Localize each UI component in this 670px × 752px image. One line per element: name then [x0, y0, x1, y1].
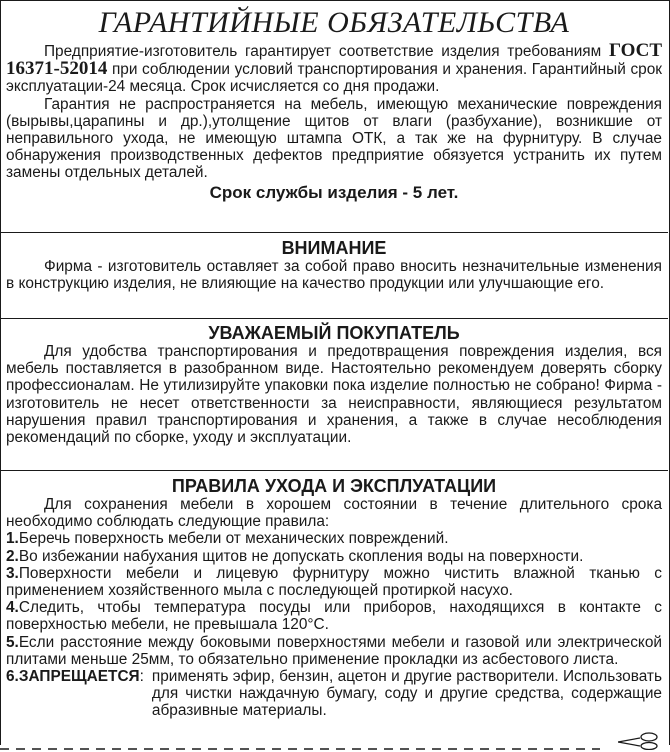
- care-rules-list: [6, 530, 662, 668]
- warranty-text-post: при соблюдении условий транспортирования и хранения. Гарантийный срок эксплуатации-24 месяца. Срок исчисляется со дня продажи.: [6, 61, 662, 96]
- attention-section: [0, 238, 668, 292]
- warranty-paragraph-1: [6, 42, 662, 96]
- customer-section: [0, 323, 668, 446]
- attention-title: ВНИМАНИЕ: [281, 238, 387, 258]
- divider: [0, 470, 668, 471]
- attention-text: Фирма - изготовитель оставляет за собой право вносить незначительные изменения в конструкцию изделия, не влияющие на качество продукции или улучшающие его.: [6, 258, 662, 293]
- care-rule: 5.Если расстояние между боковыми поверхностями мебели и газовой или электрической плитами меньше 25мм, то обязательно применение прокладки из асбестового листа.: [6, 633, 662, 668]
- care-title: ПРАВИЛА УХОДА И ЭКСПЛУАТАЦИИ: [171, 476, 497, 496]
- warranty-paragraph-2: Гарантия не распространяется на мебель, имеющую механические повреждения (вырывы,царапины и др.),утолщение щитов от влаги (разбухание), возникшие от неправильного ухода, не имеющую штампа ОТК, а так же на фурнитуру. В случае обнаружения производственных дефектов предприятие обязуется устранить их путем замены отдельных деталей.: [6, 95, 662, 182]
- forbidden-rule: [6, 668, 662, 720]
- divider: [0, 318, 668, 319]
- gost-standard: ГОСТ 16371-52014: [6, 40, 662, 80]
- warranty-text-pre: Предприятие-изготовитель гарантирует соответствие изделия требованиям: [44, 43, 609, 60]
- care-section: [0, 476, 668, 720]
- cut-line: [0, 746, 670, 752]
- care-rule: 4.Следить, чтобы температура посуды или приборов, находящихся в контакте с поверхностью мебели, не превышала 120°С.: [6, 599, 662, 634]
- care-rule: 1.Беречь поверхность мебели от механических повреждений.: [6, 530, 449, 548]
- divider: [0, 232, 668, 233]
- care-rule: 3.Поверхности мебели и лицевую фурнитуру можно чистить влажной тканью с применением хозяйственного мыла с последующей протиркой насухо.: [6, 564, 662, 600]
- warranty-title: ГАРАНТИЙНЫЕ ОБЯЗАТЕЛЬСТВА: [98, 6, 570, 39]
- scissors-icon: [618, 732, 664, 750]
- care-rule: 2.Во избежании набухания щитов не допускать скопления воды на поверхности.: [6, 547, 584, 565]
- forbidden-label: 6.ЗАПРЕЩАЕТСЯ:: [6, 668, 144, 686]
- service-life: Срок службы изделия - 5 лет.: [209, 182, 459, 202]
- customer-text: Для удобства транспортирования и предотвращения повреждения изделия, вся мебель поставляется в разобранном виде. Настоятельно рекомендуем доверять сборку профессионалам. Не утилизируйте упаковки пока изделие полностью не собрано! Фирма - изготовитель не несет ответственности за неисправности, являющиеся результатом нарушения правил транспортирования и хранения, а также в случае несоблюдения рекомендаций по сборке, уходу и эксплуатации.: [6, 343, 662, 447]
- care-intro: Для сохранения мебели в хорошем состоянии в течение длительного срока необходимо соблюдать следующие правила:: [6, 496, 662, 531]
- warranty-section: [0, 6, 668, 203]
- forbidden-text: применять эфир, бензин, ацетон и другие растворители. Использовать для чистки наждачную бумагу, соду и другие средства, содержащие абразивные материалы.: [151, 668, 662, 720]
- customer-title: УВАЖАЕМЫЙ ПОКУПАТЕЛЬ: [208, 323, 460, 343]
